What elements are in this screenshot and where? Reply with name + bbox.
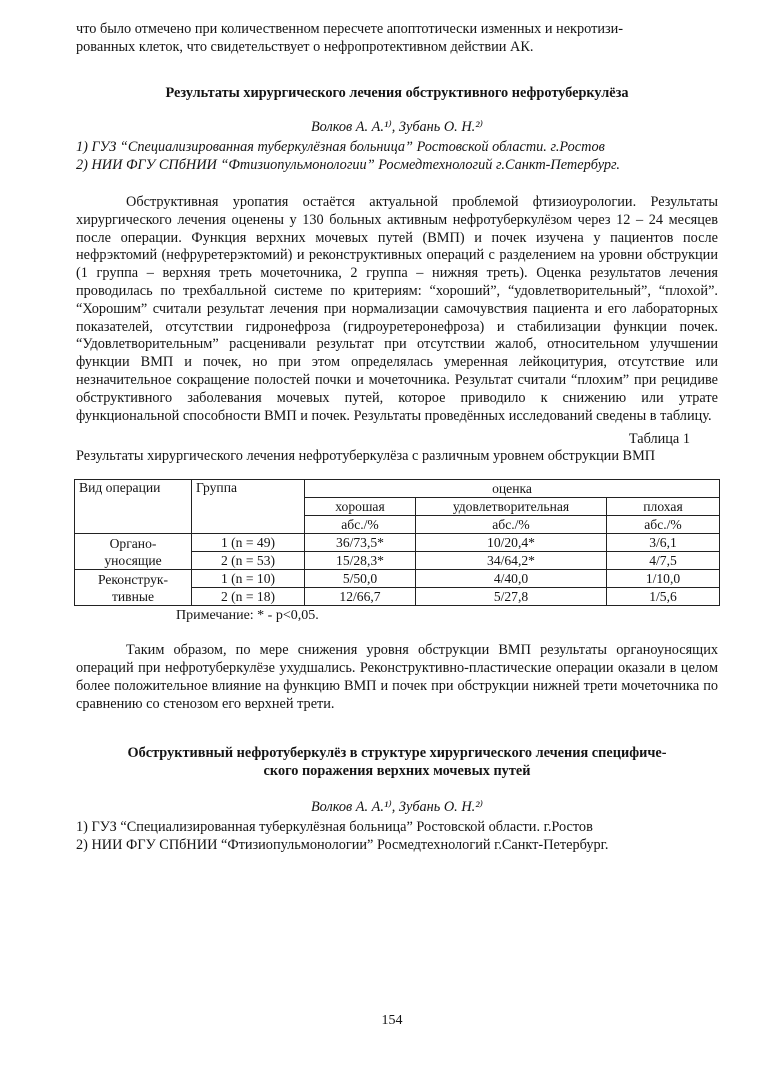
cell-good: 15/28,3* — [305, 552, 416, 570]
operation-reconstructive-2: тивные — [75, 588, 192, 606]
cell-group: 1 (n = 10) — [192, 570, 305, 588]
operation-organ-removing-1: Органо- — [75, 534, 192, 552]
cell-satisfactory: 34/64,2* — [416, 552, 607, 570]
cell-satisfactory: 10/20,4* — [416, 534, 607, 552]
header-unit-poor: абс./% — [607, 516, 720, 534]
cell-satisfactory: 5/27,8 — [416, 588, 607, 606]
header-poor: плохая — [607, 498, 720, 516]
article2-authors: Волков А. А.¹⁾, Зубань О. Н.²⁾ — [310, 798, 484, 815]
header-unit-good: абс./% — [305, 516, 416, 534]
table-row — [75, 570, 720, 588]
cell-poor: 3/6,1 — [607, 534, 720, 552]
article1-paragraph-2: Таким образом, по мере снижения уровня обструкции ВМП результаты органоуносящих операций при нефротуберкулёзе ухудшались. Реконструктивно-пластические операции оказали в целом более положительное влияние на функцию ВМП и почек при обструкции нижней трети мочеточника по сравнению со стенозом его верхней трети. — [76, 642, 718, 712]
cell-group: 2 (n = 53) — [192, 552, 305, 570]
cell-good: 5/50,0 — [305, 570, 416, 588]
header-satisfactory: удовлетворительная — [416, 498, 607, 516]
cell-group: 1 (n = 49) — [192, 534, 305, 552]
article1-title: Результаты хирургического лечения обструктивного нефротуберкулёза — [165, 85, 629, 101]
header-score: оценка — [305, 480, 720, 498]
header-operation: Вид операции — [75, 480, 192, 534]
article1-authors: Волков А. А.¹⁾, Зубань О. Н.²⁾ — [310, 119, 484, 135]
table-label: Таблица 1 — [628, 431, 690, 448]
operation-reconstructive-1: Реконструк- — [75, 570, 192, 588]
page-number: 154 — [381, 1013, 403, 1028]
cell-poor: 1/5,6 — [607, 588, 720, 606]
cell-group: 2 (n = 18) — [192, 588, 305, 606]
table-caption: Результаты хирургического лечения нефротуберкулёза с различным уровнем обструкции ВМП — [76, 448, 656, 465]
article1-paragraph-1: Обструктивная уропатия остаётся актуальной проблемой фтизиоурологии. Результаты хирургического лечения оценены у 130 больных активным нефротуберкулёзом через 12 – 24 месяцев после операции. Функция верхних мочевых путей (ВМП) и почек изучена у пациентов после нефрэктомий (нефруретерэктомий) и реконструктивных операций с разделением на уровни обструкции (1 группа – верхняя треть мочеточника, 2 группа – нижняя треть). Оценка результатов лечения проводилась по трехбалльной системе по критериям: “хороший”, “удовлетворительный”, “плохой”. “Хорошим” считали результат лечения при нормализации самочувствия пациента и его лабораторных показателей, отсутствии гидронефроза (гидроуретеронефроза) и стабилизации функции почек. “Удовлетворительным” расценивали результат при отсутствии жалоб, относительном улучшении функции ВМП и почек, но при этом определялась умеренная лейкоцитурия, отсутствие или незначительное сокращение полостей почки и мочеточника. Результат считали “плохим” при рецидиве обструктивного заболевания мочевых путей, которое приводило к снижению или утрате функциональной способности ВМП и почек. Результаты проведённых исследований сведены в таблицу. — [76, 194, 718, 424]
intro-line-1: что было отмечено при количественном пересчете апоптотически изменных и некротизи- — [76, 21, 624, 37]
table-row — [75, 588, 720, 606]
cell-good: 12/66,7 — [305, 588, 416, 606]
operation-organ-removing-2: уносящие — [75, 552, 192, 570]
intro-line-2: рованных клеток, что свидетельствует о нефропротективном действии АК. — [76, 39, 534, 55]
header-unit-satisfactory: абс./% — [416, 516, 607, 534]
table-note: Примечание: * - р<0,05. — [176, 608, 319, 624]
cell-poor: 1/10,0 — [607, 570, 720, 588]
table-header-row — [75, 480, 720, 498]
article1-affiliation-2: 2) НИИ ФГУ СПбНИИ “Фтизиопульмонологии” Росмедтехнологий г.Санкт-Петербург. — [76, 157, 620, 173]
cell-poor: 4/7,5 — [607, 552, 720, 570]
results-table — [74, 479, 720, 606]
page-content — [76, 20, 718, 854]
article2-title-line-2: ского поражения верхних мочевых путей — [263, 762, 531, 779]
header-good: хорошая — [305, 498, 416, 516]
article2-affiliation-2: 2) НИИ ФГУ СПбНИИ “Фтизиопульмонологии” Росмедтехнологий г.Санкт-Петербург. — [76, 836, 609, 853]
article2-title-line-1: Обструктивный нефротуберкулёз в структуре хирургического лечения специфиче- — [127, 744, 667, 761]
table-row — [75, 534, 720, 552]
header-group: Группа — [192, 480, 305, 534]
table-row — [75, 552, 720, 570]
cell-good: 36/73,5* — [305, 534, 416, 552]
article1-affiliation-1: 1) ГУЗ “Специализированная туберкулёзная больница” Ростовской области. г.Ростов — [76, 139, 605, 155]
cell-satisfactory: 4/40,0 — [416, 570, 607, 588]
article2-affiliation-1: 1) ГУЗ “Специализированная туберкулёзная больница” Ростовской области. г.Ростов — [76, 818, 593, 835]
